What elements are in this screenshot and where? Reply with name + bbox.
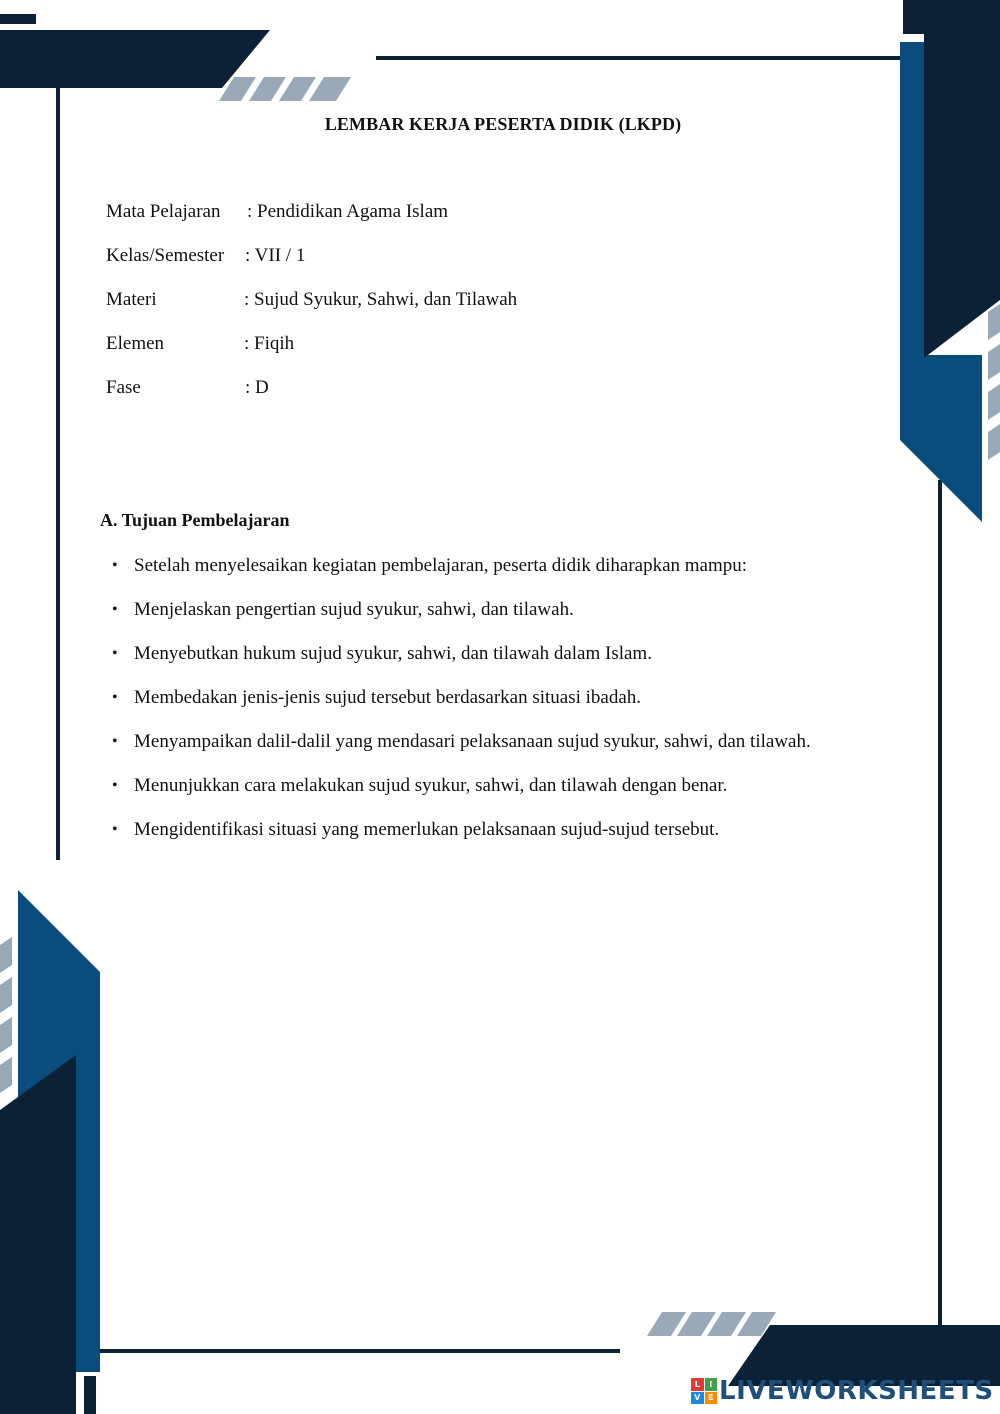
info-value: : Fiqih: [244, 333, 295, 354]
section-heading-objectives: A. Tujuan Pembelajaran: [100, 510, 290, 530]
list-item: [112, 553, 811, 597]
logo-tile: E: [705, 1392, 718, 1405]
info-label: Elemen: [106, 333, 165, 354]
bullet-icon: •: [112, 821, 118, 838]
info-value: : Pendidikan Agama Islam: [247, 201, 449, 222]
objective-text: Menunjukkan cara melakukan sujud syukur, sahwi, dan tilawah dengan benar.: [134, 775, 728, 796]
info-value: : D: [245, 377, 269, 398]
objective-text: Mengidentifikasi situasi yang memerlukan pelaksanaan sujud-sujud tersebut.: [134, 819, 720, 840]
page-title: LEMBAR KERJA PESERTA DIDIK (LKPD): [324, 114, 682, 134]
objectives-list: [112, 553, 811, 861]
info-label: Mata Pelajaran: [106, 201, 221, 222]
objective-text: Menjelaskan pengertian sujud syukur, sahwi, dan tilawah.: [134, 599, 574, 620]
watermark-text: LIVEWORKSHEETS: [719, 1376, 994, 1406]
logo-tile: I: [705, 1378, 718, 1391]
list-item: [112, 685, 811, 729]
list-item: [112, 597, 811, 641]
objective-text: Menyampaikan dalil-dalil yang mendasari pelaksanaan sujud syukur, sahwi, dan tilawah.: [134, 731, 811, 752]
bullet-icon: •: [112, 645, 118, 662]
liveworksheets-watermark[interactable]: [691, 1374, 994, 1408]
bullet-icon: •: [112, 733, 118, 750]
list-item: [112, 773, 811, 817]
bullet-icon: •: [112, 557, 118, 574]
info-value: : VII / 1: [245, 245, 306, 266]
logo-tile: L: [691, 1378, 704, 1391]
list-item: [112, 817, 811, 861]
liveworksheets-logo-icon: [691, 1378, 717, 1404]
list-item: [112, 641, 811, 685]
bullet-icon: •: [112, 777, 118, 794]
info-label: Fase: [106, 377, 141, 398]
info-label: Kelas/Semester: [106, 245, 225, 266]
logo-tile: V: [691, 1392, 704, 1405]
info-value: : Sujud Syukur, Sahwi, dan Tilawah: [244, 289, 518, 310]
bullet-icon: •: [112, 601, 118, 618]
list-item: [112, 729, 811, 773]
info-label: Materi: [106, 289, 157, 310]
objective-text: Setelah menyelesaikan kegiatan pembelajaran, peserta didik diharapkan mampu:: [134, 555, 748, 576]
objective-text: Menyebutkan hukum sujud syukur, sahwi, dan tilawah dalam Islam.: [134, 643, 652, 664]
objective-text: Membedakan jenis-jenis sujud tersebut berdasarkan situasi ibadah.: [134, 687, 642, 708]
bullet-icon: •: [112, 689, 118, 706]
